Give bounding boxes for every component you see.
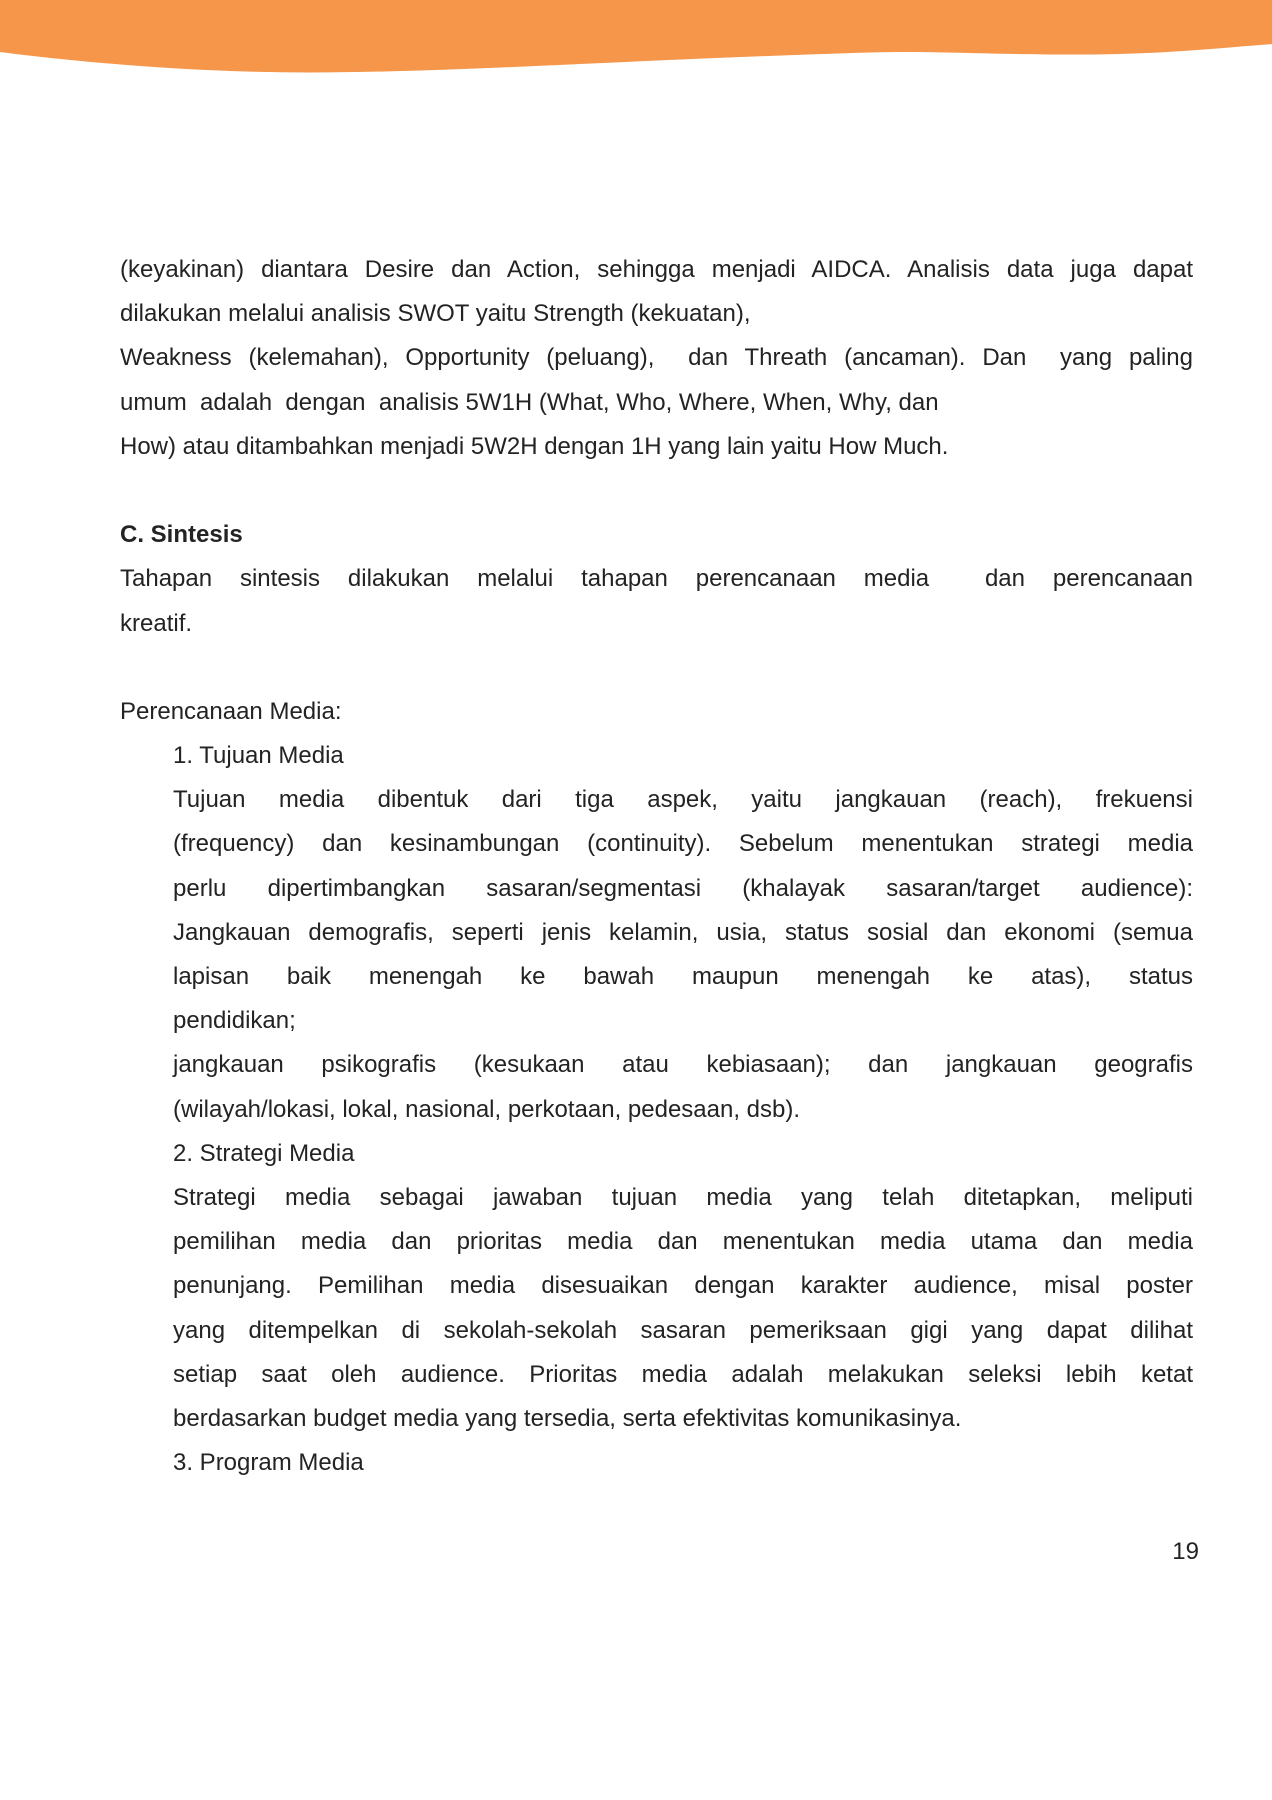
text-line: Weakness (kelemahan), Opportunity (peluang), dan Threath (ancaman). Dan yang paling [120, 344, 1193, 372]
text-line: 2. Strategi Media [173, 1139, 355, 1167]
text-line: dilakukan melalui analisis SWOT yaitu Strength (kekuatan), [120, 300, 751, 328]
text-line: (wilayah/lokasi, lokal, nasional, perkotaan, pedesaan, dsb). [173, 1095, 801, 1123]
text-line: lapisan baik menengah ke bawah maupun menengah ke atas), status [173, 963, 1193, 990]
text-line: C. Sintesis [120, 521, 243, 549]
header-wave-banner [0, 0, 1272, 115]
text-line: 1. Tujuan Media [173, 742, 344, 770]
blank-line [120, 469, 1193, 513]
text-line: perlu dipertimbangkan sasaran/segmentasi (khalayak sasaran/target audience): [173, 874, 1193, 902]
text-line: pendidikan; [173, 1007, 296, 1035]
text-line: How) atau ditambahkan menjadi 5W2H dengan 1H yang lain yaitu How Much. [120, 432, 949, 460]
text-line: penunjang. Pemilihan media disesuaikan dengan karakter audience, misal poster [173, 1272, 1193, 1300]
text-line: Perencanaan Media: [120, 697, 342, 725]
text-line: berdasarkan budget media yang tersedia, serta efektivitas komunikasinya. [173, 1404, 962, 1432]
text-line: Tujuan media dibentuk dari tiga aspek, yaitu jangkauan (reach), frekuensi [173, 786, 1193, 814]
text-line: setiap saat oleh audience. Prioritas media adalah melakukan seleksi lebih ketat [173, 1360, 1193, 1388]
page-number: 19 [1172, 1538, 1199, 1565]
text-line: yang ditempelkan di sekolah-sekolah sasaran pemeriksaan gigi yang dapat dilihat [173, 1316, 1193, 1344]
text-line: Tahapan sintesis dilakukan melalui tahapan perencanaan media dan perencanaan [120, 565, 1193, 593]
text-line: (frequency) dan kesinambungan (continuity). Sebelum menentukan strategi media [173, 830, 1193, 858]
text-line: umum adalah dengan analisis 5W1H (What, Who, Where, When, Why, dan [120, 388, 939, 416]
text-line: (keyakinan) diantara Desire dan Action, sehingga menjadi AIDCA. Analisis data juga dapat [120, 256, 1193, 283]
text-line: Jangkauan demografis, seperti jenis kelamin, usia, status sosial dan ekonomi (semua [173, 918, 1193, 946]
text-line: 3. Program Media [173, 1449, 364, 1477]
text-line: jangkauan psikografis (kesukaan atau kebiasaan); dan jangkauan geografis [173, 1051, 1193, 1079]
text-line: kreatif. [120, 609, 193, 637]
wave-shape-icon [0, 0, 1272, 115]
blank-line [120, 646, 1193, 690]
text-line: Strategi media sebagai jawaban tujuan media yang telah ditetapkan, meliputi [173, 1183, 1193, 1211]
text-line: pemilihan media dan prioritas media dan menentukan media utama dan media [173, 1228, 1193, 1256]
document-body [120, 248, 1193, 1485]
